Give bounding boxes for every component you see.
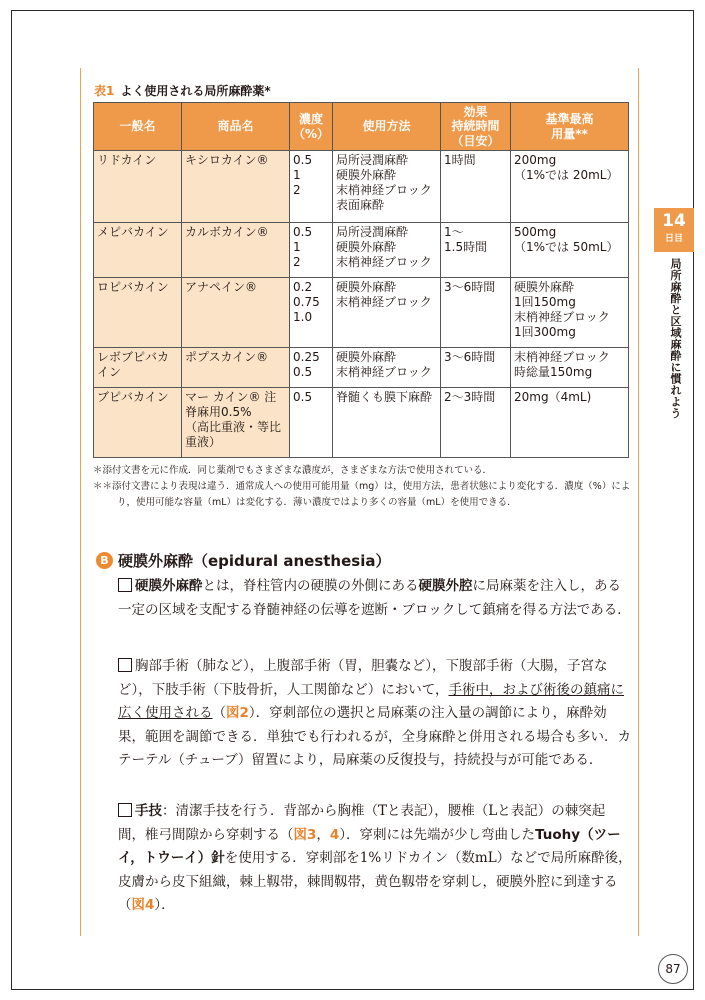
underlined-text: 手術中，および術後の鎮痛に広く使用される bbox=[118, 681, 624, 721]
text: （ bbox=[212, 705, 226, 721]
table-row bbox=[94, 348, 629, 388]
cell-general: メピバカイン bbox=[94, 223, 182, 278]
table-caption bbox=[94, 82, 271, 99]
text: ）．穿刺部位の選択と局麻薬の注入量の調節により，麻酔効果，範囲を調節できる．単独でも行われるが，全身麻酔と併用される場合も多い．カテーテル（チューブ）留置により，局麻薬の反復投与，持続投与が可能である． bbox=[118, 705, 631, 768]
cell-dose: 200mg （1%では 20mL） bbox=[511, 151, 629, 223]
figure-ref[interactable]: 4 bbox=[329, 826, 340, 843]
checkbox-icon bbox=[118, 578, 132, 592]
header-concentration: 濃度 （%） bbox=[290, 103, 333, 151]
cell-general: レボブピバカ イン bbox=[94, 348, 182, 388]
chapter-title-vertical: 局所麻酔と区域麻酔に慣れよう bbox=[669, 258, 682, 419]
paragraph-definition bbox=[118, 575, 632, 622]
table-footnotes bbox=[93, 463, 633, 511]
chapter-tab bbox=[654, 208, 694, 252]
cell-method: 硬膜外麻酔 末梢神経ブロック bbox=[333, 348, 441, 388]
keyword: 手技 bbox=[135, 803, 162, 819]
section-heading bbox=[96, 550, 390, 571]
paragraph-technique bbox=[118, 800, 632, 918]
cell-duration: 3～6時間 bbox=[441, 278, 511, 348]
table-number: 表1 bbox=[94, 84, 115, 98]
cell-general: リドカイン bbox=[94, 151, 182, 223]
table-row bbox=[94, 151, 629, 223]
chapter-number: 14 bbox=[662, 211, 686, 231]
footnote-2: ＊＊添付文書により表現は違う．通常成人への使用可能用量（mg）は，使用方法，患者状態により変化する．濃度（%）により，使用可能な容量（mL）は変化する．薄い濃度ではより多くの容量（mL）を使用できる． bbox=[93, 481, 631, 508]
cell-general: ロピバカイン bbox=[94, 278, 182, 348]
cell-trade: カルボカイン® bbox=[182, 223, 290, 278]
cell-dose: 硬膜外麻酔 1回150mg 末梢神経ブロック 1回300mg bbox=[511, 278, 629, 348]
page-number: 87 bbox=[658, 954, 688, 984]
cell-method: 局所浸潤麻酔 硬膜外麻酔 末梢神経ブロック 表面麻酔 bbox=[333, 151, 441, 223]
margin-rule-left bbox=[80, 68, 81, 936]
cell-dose: 末梢神経ブロック 時総量150mg bbox=[511, 348, 629, 388]
text: とは，脊柱管内の硬膜の外側にある bbox=[202, 578, 419, 594]
table-row bbox=[94, 278, 629, 348]
margin-rule-right bbox=[638, 68, 639, 936]
checkbox-icon bbox=[118, 658, 132, 672]
keyword: 硬膜外麻酔 bbox=[135, 578, 203, 594]
text: ）． bbox=[154, 897, 175, 913]
cell-method: 局所浸潤麻酔 硬膜外麻酔 末梢神経ブロック bbox=[333, 223, 441, 278]
table-row bbox=[94, 388, 629, 458]
cell-conc: 0.5 1 2 bbox=[290, 223, 333, 278]
text: を使用する．穿刺部を1%リドカイン（数mL）などで局所麻酔後，皮膚から皮下組織，棘上靱帯，棘間靱帯，黄色靱帯を穿刺し，硬膜外腔に到達する（ bbox=[118, 850, 632, 913]
cell-duration: 1～ 1.5時間 bbox=[441, 223, 511, 278]
cell-general: ブピバカイン bbox=[94, 388, 182, 458]
figure-ref[interactable]: 図3 bbox=[293, 826, 317, 843]
keyword: 硬膜外腔 bbox=[418, 578, 473, 594]
cell-conc: 0.2 0.75 1.0 bbox=[290, 278, 333, 348]
cell-conc: 0.5 bbox=[290, 388, 333, 458]
text: ）．穿刺には先端が少し弯曲した bbox=[339, 826, 536, 843]
header-duration: 効果 持続時間 （目安） bbox=[441, 103, 511, 151]
section-badge: B bbox=[96, 552, 113, 569]
header-general-name: 一般名 bbox=[94, 103, 182, 151]
section-title: 硬膜外麻酔（epidural anesthesia） bbox=[118, 552, 391, 570]
text: 胸部手術（肺など），上腹部手術（胃，胆嚢など），下腹部手術（大腸，子宮など），下肢手術（下肢骨折，人工関節など）において， bbox=[118, 658, 608, 698]
paragraph-usage bbox=[118, 655, 632, 773]
cell-trade: マー カイン® 注 脊麻用0.5% （高比重液・等比 重液） bbox=[182, 388, 290, 458]
table-row bbox=[94, 223, 629, 278]
header-trade-name: 商品名 bbox=[182, 103, 290, 151]
cell-duration: 2～3時間 bbox=[441, 388, 511, 458]
cell-dose: 500mg （1%では 50mL） bbox=[511, 223, 629, 278]
keyword: Tuohy（ツーイ，トウーイ）針 bbox=[118, 826, 621, 866]
figure-ref[interactable]: 図4 bbox=[131, 897, 155, 913]
anesthetic-table bbox=[93, 102, 629, 458]
cell-conc: 0.25 0.5 bbox=[290, 348, 333, 388]
cell-method: 硬膜外麻酔 末梢神経ブロック bbox=[333, 278, 441, 348]
header-max-dose: 基準最高 用量** bbox=[511, 103, 629, 151]
text: ， bbox=[316, 826, 330, 843]
text: に局麻薬を注入し，ある一定の区域を支配する脊髄神経の伝導を遮断・ブロックして鎮痛を得る方法である． bbox=[118, 578, 631, 618]
cell-duration: 3～6時間 bbox=[441, 348, 511, 388]
cell-conc: 0.5 1 2 bbox=[290, 151, 333, 223]
header-method: 使用方法 bbox=[333, 103, 441, 151]
cell-dose: 20mg（4mL) bbox=[511, 388, 629, 458]
cell-trade: アナペイン® bbox=[182, 278, 290, 348]
table-title: よく使用される局所麻酔薬* bbox=[120, 84, 271, 98]
cell-duration: 1時間 bbox=[441, 151, 511, 223]
cell-trade: キシロカイン® bbox=[182, 151, 290, 223]
table-header-row bbox=[94, 103, 629, 151]
cell-method: 脊髄くも膜下麻酔 bbox=[333, 388, 441, 458]
checkbox-icon bbox=[118, 803, 132, 817]
footnote-1: ＊添付文書を元に作成．同じ薬剤でもさまざまな濃度が，さまざまな方法で使用されている． bbox=[93, 465, 493, 476]
chapter-day-label: 日目 bbox=[664, 234, 683, 244]
text: ：清潔手技を行う．背部から胸椎（Tと表記），腰椎（Lと表記）の棘突起間，椎弓間隙から穿刺する（ bbox=[118, 803, 606, 843]
figure-ref[interactable]: 図2 bbox=[226, 705, 249, 721]
cell-trade: ポプスカイン® bbox=[182, 348, 290, 388]
